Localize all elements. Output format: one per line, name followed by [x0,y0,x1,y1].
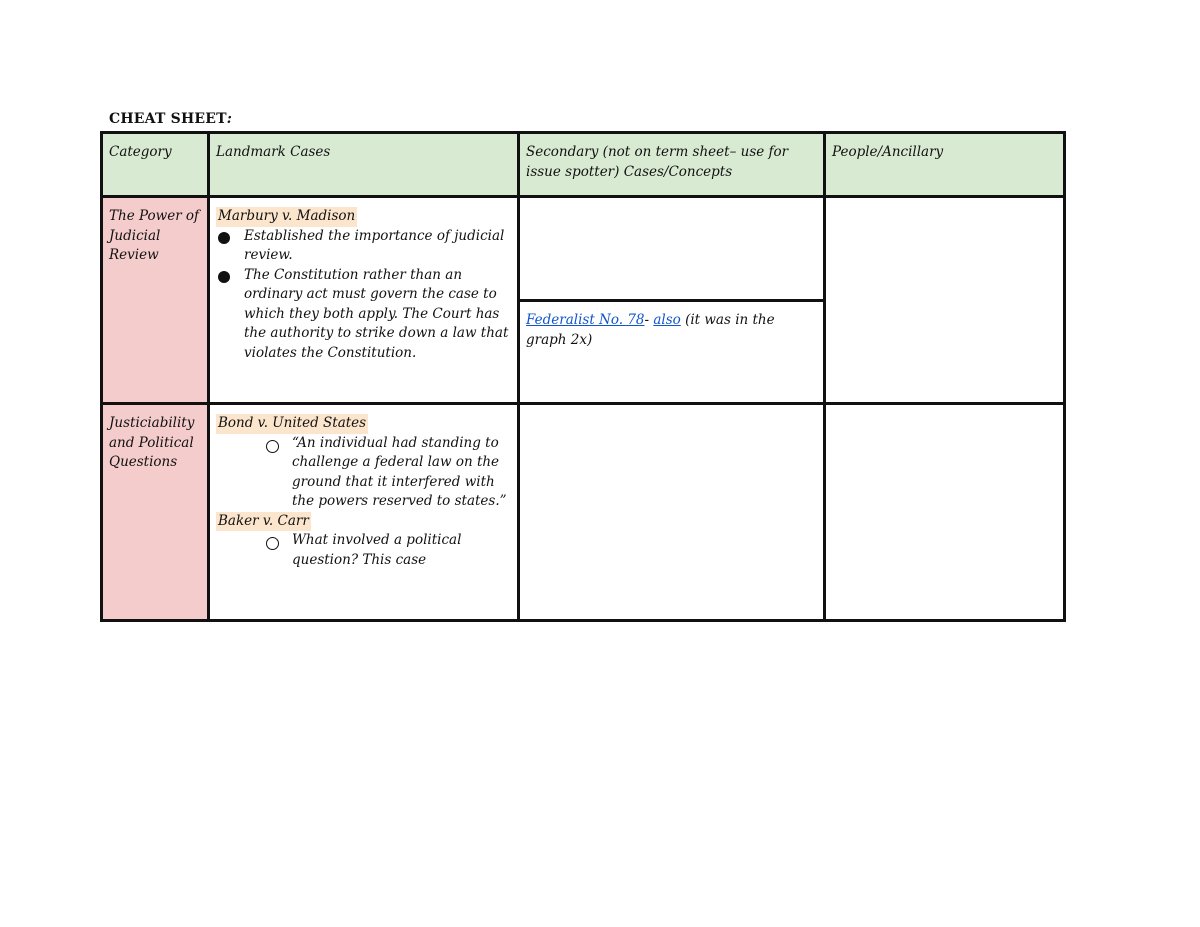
link-separator: - [644,312,654,328]
sheet-title-text: CHEAT SHEET [109,111,227,127]
federalist-78-link[interactable]: Federalist No. 78 [526,312,645,328]
list-item [216,434,511,512]
category-cell: The Power of Judicial Review [102,197,209,404]
sheet-title-colon: : [226,111,233,127]
list-item [216,531,511,570]
sheet-title [109,111,232,127]
list-item [216,227,511,266]
header-secondary: Secondary (not on term sheet– use for issue spotter) Cases/Concepts [519,133,825,197]
hollow-circle-bullet-icon [266,440,279,453]
header-row [102,133,1065,197]
cheat-sheet-table [100,131,1066,622]
secondary-cell [519,404,825,621]
filled-circle-bullet-icon [218,271,230,283]
hollow-circle-bullet-icon [266,537,279,550]
header-people-ancillary: People/Ancillary [825,133,1065,197]
bullet-text: Established the importance of judicial review. [244,227,505,263]
table-row [102,197,1065,404]
case-name: Baker v. Carr [216,512,311,532]
filled-circle-bullet-icon [218,232,230,244]
also-link[interactable]: also [653,312,681,328]
people-cell [825,197,1065,404]
case-bullet-list [216,531,511,570]
header-landmark-cases: Landmark Cases [209,133,519,197]
table-row [102,404,1065,621]
secondary-note: (it was in the graph 2x) [526,312,775,348]
landmark-cases-cell [209,197,519,404]
secondary-cell [519,197,825,404]
secondary-cell-top [520,198,823,302]
case-bullet-list [216,227,511,364]
category-cell: Justiciability and Political Questions [102,404,209,621]
case-name: Bond v. United States [216,414,368,434]
bullet-text: The Constitution rather than an ordinary act must govern the case to which they both apply. The Court has the authority to strike down a law that violates the Constitution. [244,266,509,361]
people-cell [825,404,1065,621]
bullet-text: What involved a political question? This case [292,532,462,568]
header-category: Category [102,133,209,197]
bullet-text: “An individual had standing to challenge a federal law on the ground that it interfered with the powers reserved to states.” [292,434,507,509]
secondary-cell-bottom [520,302,823,350]
case-name: Marbury v. Madison [216,207,357,227]
landmark-cases-cell [209,404,519,621]
list-item [216,266,511,364]
case-bullet-list [216,434,511,512]
